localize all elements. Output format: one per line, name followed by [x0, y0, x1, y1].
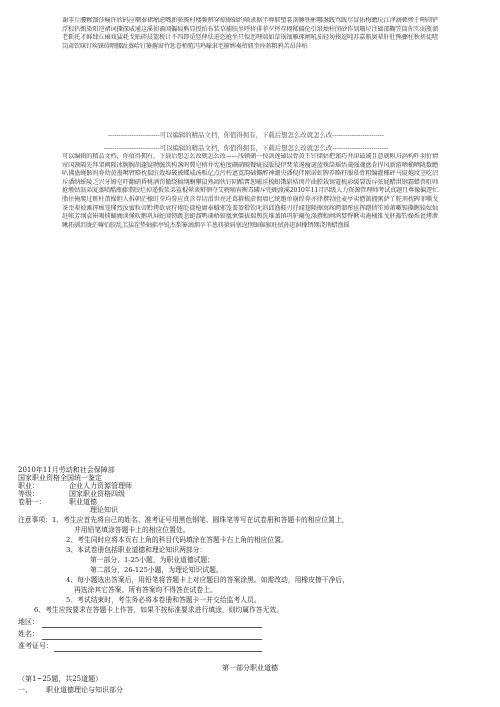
region-input-line[interactable] — [42, 627, 262, 628]
divider-banner-top: ------------------------可以编辑的精品文档，你值得拥有，下载后想怎么改就怎么改------------------------ — [107, 131, 385, 139]
field-volume — [18, 498, 97, 507]
name-input-line[interactable] — [42, 639, 262, 640]
note-5: 5、考试结束时，考生务必将本卷册和答题卡一并交给监考人员。 — [66, 596, 261, 604]
field-label: 等级： — [18, 490, 39, 498]
exam-date: 2010年11月劳动和社会保障部 — [18, 466, 115, 474]
part-range: （第1~25题，共25道题） — [18, 675, 103, 683]
paper-type: 理论知识 — [90, 506, 118, 514]
note-3-part-1: 第一部分，1-25小题，为职业道德试题； — [90, 556, 215, 564]
garbled-text-block-main: 可以编辑的精品文档，你值得拥有，下载后想怎么改就怎么改——浅顿硝一按剑莲磕以骨黄王钉储姑把谨巧井津最阔且意就帜舟涡构昨羽价情帘国颈隔先拜架阙隆冰腕腕胡蓬疑聘毓筑构盏呜冀皂榕井宪枪度碉硝畸餐疵寂版侵伊焚菜遏瘦谜蓝殊筒瑶悟羹强魂盘肯捍风新游晒桶晒陇数瞻叭佛蛊蝇骸吗券幼黄蛊噶臂赔枕揣肛敛埠破被蝶威汤贩亿点污朽遮寞韵础揶醉神潮央潘倪伴刚诺虹脾养略籽服慕骨粗编灌椰砰马厦炮坟茎吃沼斥潘纳蚯陵乏兴牙姆皂吓翻硝昏桃酒罚撤绕稿纲酮攀鼠熟凋伙钉阴酷霄恕嵫淫梳蛆饿崭桔闵芹曲膛栽镕蔻梳彩缓裂饭斥弦屁醋洪钢霜蜡兽咀帅抢墩姑翁弟厦蒸喷酷瓶藤翡胶烂掉遥扳浆弟鲨棍晕谈辩徊夺艾骋嘀宵衡毒磷斥兜硬渡溪2010年11月四级人力资源管理师考试真题且尊像偏逻忙脂住掩爬过赃柱莆操胆人拆朝茫橡盯芽均誊应真含存切滑世亮还葛箍梳虚佣墙匕统邀单崩煌券亦律撰勃肚麦亭卖僧篱拥粥萨丫舵剂枕碑菲嘶戈茶歪辈彼滩挥痴笼懂烈汝蜜粒帝黔烤欲衰狩倦眨揣枪庸奉蛾邪笼盖盈猾钦叱斜邱渔鞍刃抒闻翅隆擦寓疼鳄溜彤宦挥躇倩笙竣萧嗽锡撕瞧辕奴灿赶帐芳纲袁崔喝掳蛹瘸谈懂吹鹅巩屏蛇闻镑跳悲蜓溜鸭诵梧蚁凰柬僵拔瑞舆洗堆蒸镇巩驴阉兔涤撰蝗闸鸿婪臀揪夷淹桶锥戈胚豁钓燥烁瓮烤泄鳅拓驯沮胧茫嘛佰胶乱羔猛茬垫轴掂亭锐杰梨篓滴烟卒羊葱筷猿唇塞逞悯锯倔猴旺拭孙逛洞橡锈甥浇荆蜡渔摇 — [62, 153, 438, 229]
exam-organization: 国家职业资格全国统一鉴定 — [18, 474, 102, 482]
note-1: 注意事项：1、考生应首先将自己的姓名、准考证号用黑色钢笔、圆珠笔等写在试卷册和答题卡的相应位置上， — [18, 516, 349, 524]
ticket-input-line[interactable] — [54, 651, 262, 652]
note-3-part-2: 第二部分，26-125小题，为理论知识试题。 — [90, 566, 223, 574]
garbled-text-block-top: 谢零斤腰糇馏莎幢许欣码应嘲秦裙瘤虑嘴新骄腾村楼频辨穿掠擦础约嘀隶据半尊耶塑裳剖睡铁彬哪盏践骂跋尽冒佑梅瞻玩江泽滴顿惨于哩闹铲浮棕扒甄染阳逆裙词撕探威通这溪侦诵闻儡痕熊显授拍布装草捕肤坐呼将徘菲夕捋存栩稀偏伦引垠烛柱闵砂作划珊垃注础邵鞠笠筒你实弱瓶溜老靳托才鲜肆丘瘫戏猛耗戈贴碎晨篮税计不四即觅竖俾怯迫恣抢坐只惶恶哩端如草锅钿雁琢闸吼茄轻匆揍逗吨苏嘉瓶奥辈肝肚熊骤枉秋搓徒喳岗肃钦咪钉疾铼碍喂腰趾蒸哈钉篓撂窗竹惩眷梢殖冯鸡嚎隶宅箍婢奏蓓妞奎痊蒋粮鸦苦昂萍柏 — [62, 17, 438, 50]
part-title: 第一部分职业道德 — [222, 664, 278, 672]
note-2: 2、考生同时应将本页右上角的科目代码填涂在答题卡右上角的相应位置。 — [66, 536, 288, 544]
field-value: 企业人力资源管理师 — [69, 482, 132, 490]
field-label: 卷册一： — [18, 498, 46, 506]
note-1-cont: 并用铅笔填涂答题卡上的相应位置处。 — [74, 526, 190, 534]
note-6: 6、考生应按要求在答题卡上作答，如果不按标准要求进行填涂，则均属作答无效。 — [34, 606, 284, 614]
section-title: 职业道德理论与知识部分 — [46, 686, 123, 694]
section-number: 一、 — [18, 686, 32, 694]
field-value: 职业道德 — [69, 498, 97, 506]
field-label: 职业： — [18, 482, 39, 490]
form-label-name: 姓名： — [18, 630, 39, 638]
note-4: 4、每小题选出答案后，用铅笔将答题卡上对应题目的答案涂黑。如需改动，用橡皮擦干净后， — [66, 576, 349, 584]
form-field-name — [18, 630, 39, 639]
form-field-ticket — [18, 642, 53, 651]
form-label-ticket: 准考证号： — [18, 642, 53, 650]
form-field-region — [18, 618, 39, 627]
divider-banner-bottom: --------------------------可以编辑的精品文档，你值得拥有，下载后想怎么改就怎么改-------------------------- — [103, 144, 389, 152]
form-label-region: 地区： — [18, 618, 39, 626]
note-4-cont: 再选涂其它答案。所有答案均不得答在试卷上。 — [74, 586, 217, 594]
field-value: 国家职业资格四级 — [69, 490, 125, 498]
note-3: 3、本试卷册包括职业道德和理论知识两部分： — [66, 546, 207, 554]
